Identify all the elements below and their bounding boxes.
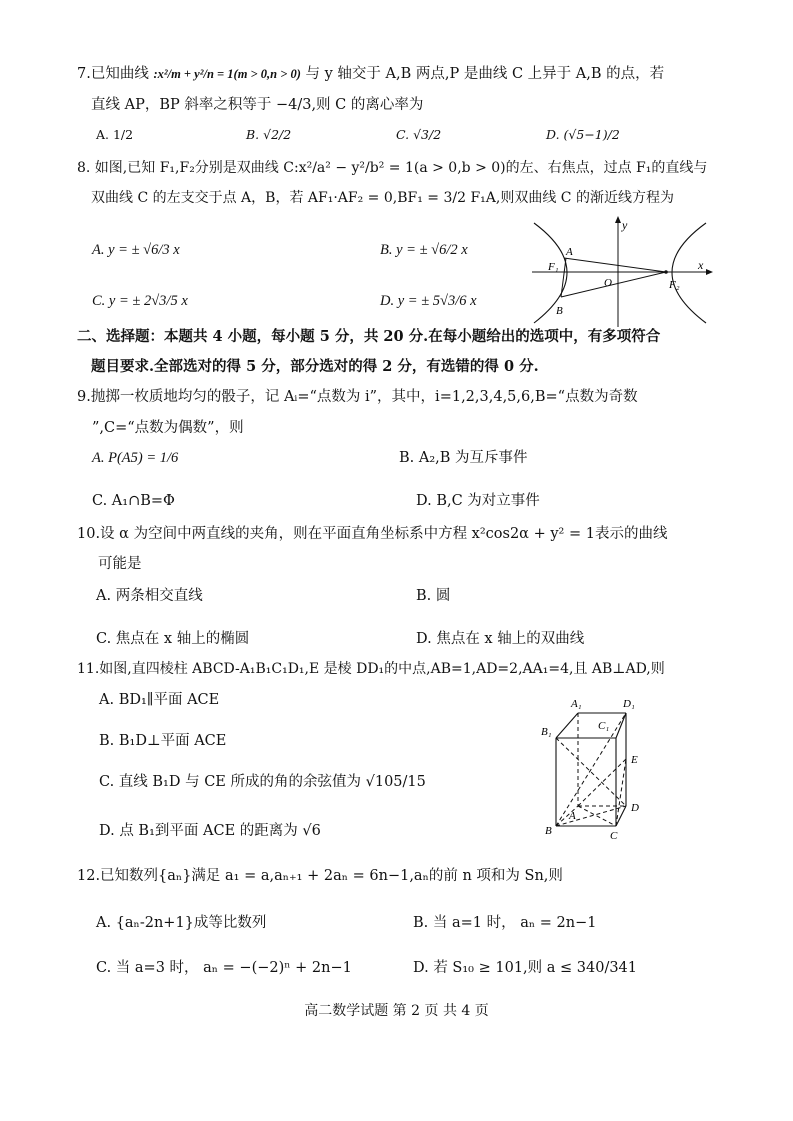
q8-fig-label-b: B — [556, 305, 563, 317]
q9-line1: 9.抛掷一枚质地均匀的骰子，记 Aᵢ=“点数为 i”，其中，i=1,2,3,4,5,6,B=“点数为奇数 — [77, 389, 638, 405]
q7-curve-eq: :x²/m + y²/n = 1(m > 0,n > 0) — [153, 67, 301, 81]
q8-fig-label-f1: F₁ — [548, 261, 559, 273]
q8-fig-label-a: A — [566, 246, 573, 258]
q11-option-b: B. B₁D⊥平面 ACE — [99, 733, 227, 749]
q7-option-b: B. √2/2 — [246, 127, 292, 142]
q7-option-a: A. 1/2 — [96, 127, 134, 142]
q9-option-c: C. A₁∩B=Φ — [92, 493, 175, 509]
q11-fig-label-e: E — [631, 754, 638, 766]
q9-option-d: D. B,C 为对立事件 — [416, 493, 540, 509]
q10-option-b: B. 圆 — [416, 588, 451, 604]
q8-option-a: A. y = ± √6/3 x — [92, 242, 180, 258]
q11-option-a: A. BD₁∥平面 ACE — [99, 692, 220, 708]
q8-fig-label-f2: F₂ — [669, 279, 680, 291]
q7-option-c: C. √3/2 — [396, 127, 442, 142]
q12-option-c: C. 当 a=3 时， aₙ = −(−2)ⁿ + 2n−1 — [96, 960, 352, 976]
q8-line1: 8. 如图,已知 F₁,F₂分别是双曲线 C:x²/a² − y²/b² = 1(a > 0,b > 0)的左、右焦点，过点 F₁的直线与 — [77, 160, 708, 176]
q12-option-a: A. {aₙ-2n+1}成等比数列 — [96, 915, 267, 931]
q7-line1 — [77, 66, 664, 83]
q9-option-a: A. P(A5) = 1/6 — [92, 450, 179, 466]
page-footer: 高二数学试题 第 2 页 共 4 页 — [304, 1003, 489, 1019]
q8-line2: 双曲线 C 的左支交于点 A，B，若 AF₁·AF₂ = 0,BF₁ = 3/2 F₁A,则双曲线 C 的渐近线方程为 — [91, 190, 674, 206]
q10-option-a: A. 两条相交直线 — [96, 588, 203, 604]
q9-line2: ”,C=“点数为偶数”，则 — [92, 420, 244, 436]
q11-fig-label-a: A — [569, 810, 576, 822]
q11-fig-label-c: C — [610, 830, 618, 842]
q8-option-c: C. y = ± 2√3/5 x — [92, 293, 188, 309]
q7-stem-b: 与 y 轴交于 A,B 两点,P 是曲线 C 上异于 A,B 的点，若 — [305, 66, 665, 82]
q12-option-d: D. 若 S₁₀ ≥ 101,则 a ≤ 340/341 — [413, 960, 638, 976]
q7-stem-a: 7.已知曲线 — [77, 66, 149, 82]
q11-fig-label-a1: A₁ — [571, 698, 582, 710]
section2-line1: 二、选择题：本题共 4 小题，每小题 5 分，共 20 分.在每小题给出的选项中，有多项符合 — [77, 328, 661, 345]
q11-fig-label-c1: C₁ — [598, 720, 610, 732]
q10-line2: 可能是 — [98, 556, 142, 572]
q8-fig-label-y: y — [622, 218, 628, 232]
q12-line1: 12.已知数列{aₙ}满足 a₁ = a,aₙ₊₁ + 2aₙ = 6n−1,aₙ的前 n 项和为 Sn,则 — [77, 868, 563, 884]
q11-fig-label-b: B — [545, 825, 552, 837]
q9-option-b: B. A₂,B 为互斥事件 — [399, 450, 528, 466]
q10-option-c: C. 焦点在 x 轴上的椭圆 — [96, 631, 250, 647]
q8-fig-label-o: O — [604, 277, 612, 289]
q11-fig-label-d1: D₁ — [623, 698, 635, 710]
q8-hyperbola-figure — [528, 215, 718, 330]
q12-option-b: B. 当 a=1 时， aₙ = 2n−1 — [413, 915, 597, 931]
q7-line2: 直线 AP，BP 斜率之积等于 −4/3,则 C 的离心率为 — [91, 97, 424, 113]
q11-option-c: C. 直线 B₁D 与 CE 所成的角的余弦值为 √105/15 — [99, 774, 426, 790]
q8-option-b: B. y = ± √6/2 x — [380, 242, 468, 258]
q10-option-d: D. 焦点在 x 轴上的双曲线 — [416, 631, 585, 647]
q11-fig-label-d: D — [631, 802, 639, 814]
q10-line1: 10.设 α 为空间中两直线的夹角，则在平面直角坐标系中方程 x²cos2α + y² = 1表示的曲线 — [77, 526, 668, 542]
section2-line2: 题目要求.全部选对的得 5 分，部分选对的得 2 分，有选错的得 0 分. — [91, 358, 539, 375]
q8-option-d: D. y = ± 5√3/6 x — [380, 293, 477, 309]
q11-line1: 11.如图,直四棱柱 ABCD-A₁B₁C₁D₁,E 是棱 DD₁的中点,AB=1,AD=2,AA₁=4,且 AB⊥AD,则 — [77, 661, 665, 677]
q11-fig-label-b1: B₁ — [541, 726, 552, 738]
q11-option-d: D. 点 B₁到平面 ACE 的距离为 √6 — [99, 823, 321, 839]
q11-prism-figure — [538, 693, 658, 843]
q7-option-d: D. (√5−1)/2 — [546, 127, 620, 142]
q8-fig-label-x: x — [698, 258, 704, 272]
